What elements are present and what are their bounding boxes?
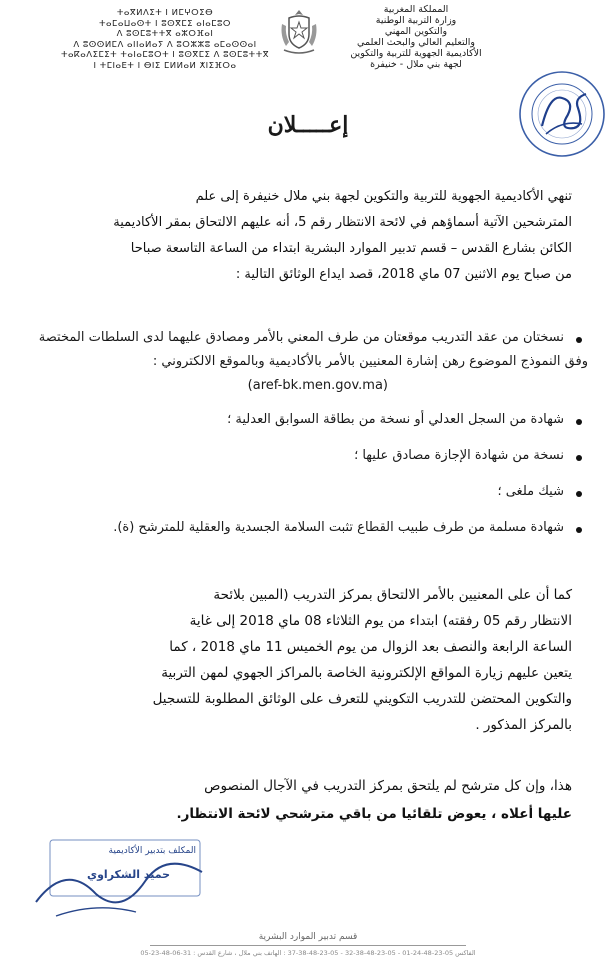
page-footer (0, 932, 616, 960)
arabic-header-line: لجهة بني ملال - خنيفرة (370, 59, 462, 70)
bullet-icon (576, 337, 582, 343)
website-link-text: (aref-bk.men.gov.ma) (247, 378, 388, 393)
tifinagh-line: ⵏ ⵜⵎⵏⴰⴹⵜ ⵏ ⴱⵏⵉ ⵎⵍⵍⴰⵍ ⵅⵏⵉⴼⵔⴰ (93, 60, 237, 71)
intro-line: المترشحين الآتية أسماؤهم في لائحة الانتظار رقم 5، أنه عليهم الالتحاق بمقر الأكاديمية (113, 215, 572, 230)
website-link[interactable] (248, 378, 388, 393)
tifinagh-line: ⴷ ⵓⵙⵎⵓⵜⵜⴳ ⴰⵣⵔⴼⴰⵏ (116, 29, 214, 39)
signature-block (26, 832, 216, 932)
footer-divider (150, 945, 466, 946)
replacement-paragraph (42, 772, 572, 828)
tifinagh-line: ⴷ ⵓⵙⵙⵍⵎⴷ ⴰⵏⵏⴰⵍⴰⵢ ⴷ ⵓⵔⵣⵣⵓ ⴰⵎⴰⵙⵙⴰⵏ (73, 39, 257, 50)
bullet-icon (576, 527, 582, 533)
arabic-header-line: المملكة المغربية (383, 4, 449, 15)
paragraph-line: بالمركز المذكور . (475, 717, 572, 733)
list-item (497, 484, 588, 499)
list-item-text: وفق النموذج الموضوع رهن إشارة المعنيين بالأمر بالأكاديمية وبالموقع الالكتروني : (152, 354, 588, 369)
paragraph-line: الانتظار رقم 05 رفقته) ابتداء من يوم الثلاثاء 08 ماي 2018 إلى غاية (189, 613, 572, 629)
list-item-text: شهادة مسلمة من طرف طبيب القطاع تثبت السلامة الجسدية والعقلية للمترشح (ة). (113, 520, 564, 535)
arabic-header-line: وزارة التربية الوطنية (375, 15, 457, 26)
tifinagh-line: ⵜⴰⵎⴰⵡⴰⵙⵜ ⵏ ⵓⵙⴳⵎⵉ ⴰⵏⴰⵎⵓⵔ (99, 18, 231, 29)
footer-contact: 05-23-48-06-31 : الفاكس 05-23-48-24-01 - 05-23-48-38-32 - 05-23-48-38-37 : الهاتف بني ملال ، شارع القدس (140, 949, 476, 957)
list-item (113, 520, 588, 535)
bullet-icon (576, 419, 582, 425)
list-item (354, 448, 588, 463)
list-item-text: نسخة من شهادة الإجازة مصادق عليها ؛ (354, 448, 564, 463)
arabic-header-line: والتعليم العالي والبحث العلمي (357, 37, 475, 48)
paragraph-line: والتكوين المحتضن للتدريب التكويني للتعرف على الوثائق المطلوبة للتسجيل (152, 691, 572, 707)
intro-paragraph (42, 184, 572, 288)
paragraph-line: عليها أعلاه ، يعوض تلقائيا من باقي مترشحي لائحة الانتظار. (176, 806, 572, 822)
paragraph-line: كما أن على المعنيين بالأمر الالتحاق بمركز التدريب (المبين بلائحة (213, 587, 572, 603)
tifinagh-line: ⵜⴰⴽⴰⴷⵉⵎⵉⵜ ⵜⴰⵏⴰⵎⵓⵔⵜ ⵏ ⵓⵙⴳⵎⵉ ⴷ ⵓⵙⵎⵓⵜⵜⴳ (60, 50, 270, 60)
paragraph-line: الساعة الرابعة والنصف بعد الزوال من يوم الخميس 11 ماي 2018 ، كما (169, 639, 572, 655)
bullet-icon (576, 455, 582, 461)
paragraph-line: يتعين عليهم زيارة المواقع الإلكترونية الخاصة بالمراكز الجهوي لمهن التربية (161, 665, 572, 681)
list-item-text: نسختان من عقد التدريب موقعتان من طرف المعني بالأمر ومصادق عليهما لدى السلطات المختصة (38, 330, 564, 345)
arabic-header-line: الأكاديمية الجهوية للتربية والتكوين (350, 48, 482, 59)
training-center-paragraph (42, 582, 572, 738)
intro-line: الكائن بشارع القدس – قسم تدبير الموارد البشرية ابتداء من الساعة التاسعة صباحا (130, 241, 572, 256)
list-item (227, 412, 588, 427)
header-arabic (316, 4, 516, 70)
list-item-text: شيك ملغى ؛ (497, 484, 564, 499)
list-item-text: شهادة من السجل العدلي أو نسخة من بطاقة السوابق العدلية ؛ (227, 412, 564, 427)
arabic-header-line: والتكوين المهني (384, 26, 448, 37)
footer-department: قسم تدبير الموارد البشرية (258, 932, 358, 942)
bullet-icon (576, 491, 582, 497)
signature-name: حميد الشكراوي (87, 868, 170, 881)
tifinagh-line: ⵜⴰⴳⵍⴷⵉⵜ ⵏ ⵍⵎⵖⵔⵉⴱ (116, 8, 214, 18)
signature-role: المكلف بتدبير الأكاديمية (108, 846, 196, 856)
intro-line: تنهي الأكاديمية الجهوية للتربية والتكوين لجهة بني ملال خنيفرة إلى علم (195, 189, 572, 204)
intro-line: من صباح يوم الاثنين 07 ماي 2018، قصد ايداع الوثائق التالية : (235, 267, 572, 282)
paragraph-line: هذا، وإن كل مترشح لم يلتحق بمركز التدريب في الآجال المنصوص (204, 778, 572, 794)
list-item-continuation (153, 354, 588, 369)
header-tifinagh (60, 8, 270, 71)
list-item (39, 330, 588, 345)
page-title: إعـــــلان (267, 112, 349, 138)
